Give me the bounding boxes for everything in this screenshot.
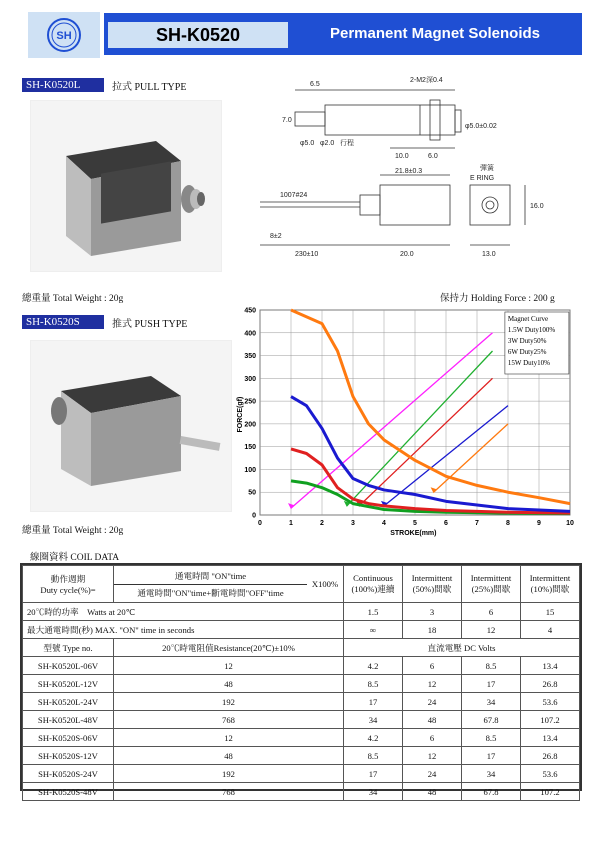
table-cell: 13.4	[521, 657, 580, 675]
x-tick-label: 4	[382, 520, 386, 527]
table-cell: SH-K0520S-48V	[23, 783, 114, 801]
formula-bottom: 通電時間"ON"time+斷電時間"OFF"time	[137, 587, 284, 598]
dim-label: 21.8±0.3	[395, 168, 423, 175]
table-row	[23, 711, 580, 729]
dim-label: 2-M2深0.4	[410, 77, 443, 84]
table-row	[23, 747, 580, 765]
pull-type-label: 拉式 PULL TYPE	[112, 82, 187, 93]
push-weight: 總重量 Total Weight : 20g	[22, 526, 124, 536]
x-tick-label: 10	[566, 520, 574, 527]
model-title: SH-K0520	[108, 22, 288, 48]
power-value: 1.5	[344, 603, 403, 621]
y-tick-label: 300	[244, 375, 256, 383]
magnet-curve-chart	[230, 302, 585, 547]
table-cell: 192	[114, 765, 344, 783]
table-cell: 53.6	[521, 693, 580, 711]
x-tick-label: 6	[444, 520, 448, 527]
coil-data-title: 線圈資料 COIL DATA	[30, 553, 120, 563]
power-value: 15	[521, 603, 580, 621]
table-cell: 107.2	[521, 783, 580, 801]
table-row	[23, 693, 580, 711]
dim-label: 1007#24	[280, 192, 308, 199]
x-tick-label: 2	[320, 520, 324, 527]
table-cell: SH-K0520S-12V	[23, 747, 114, 765]
table-cell: 34	[344, 711, 403, 729]
mode-cell: Continuous (100%)連續	[344, 566, 403, 603]
dim-label: 10.0	[395, 153, 409, 160]
table-cell: 107.2	[521, 711, 580, 729]
resistance-header: 20℃時電阻值Resistance(20℃)±10%	[114, 639, 344, 657]
table-cell: 4.2	[344, 729, 403, 747]
table-row	[23, 657, 580, 675]
maxon-value: 18	[403, 621, 462, 639]
dim-label: 行程	[340, 140, 354, 147]
formula-cell	[114, 566, 344, 603]
table-cell: 768	[114, 783, 344, 801]
table-cell: 26.8	[521, 675, 580, 693]
mode-cell: Intermittent (10%)間歇	[521, 566, 580, 603]
maxon-value: 4	[521, 621, 580, 639]
table-cell: 12	[403, 747, 462, 765]
pull-weight: 總重量 Total Weight : 20g	[22, 294, 124, 304]
y-axis-label: FORCE(gf)	[237, 396, 244, 433]
table-row	[23, 765, 580, 783]
x-tick-label: 7	[475, 520, 479, 527]
legend-item: 1.5W Duty100%	[507, 326, 556, 334]
table-cell: SH-K0520S-06V	[23, 729, 114, 747]
table-cell: 6	[403, 657, 462, 675]
chart-legend	[505, 312, 569, 374]
table-cell: 8.5	[462, 657, 521, 675]
table-row	[23, 675, 580, 693]
table-cell: 8.5	[344, 747, 403, 765]
dim-label: 彈簧	[480, 165, 494, 172]
table-cell: 48	[403, 711, 462, 729]
table-cell: SH-K0520L-24V	[23, 693, 114, 711]
table-cell: 24	[403, 693, 462, 711]
push-type-label: 推式 PUSH TYPE	[112, 319, 188, 330]
x-tick-label: 9	[537, 520, 541, 527]
y-tick-label: 200	[244, 421, 256, 429]
x-tick-label: 8	[506, 520, 510, 527]
power-value: 3	[403, 603, 462, 621]
y-tick-label: 50	[248, 489, 256, 497]
pull-solenoid-photo	[30, 100, 222, 272]
power-label-cell: 20℃時的功率 Watts at 20℃	[23, 603, 344, 621]
company-logo-icon	[28, 12, 100, 58]
dim-label: φ5.0±0.02	[465, 123, 497, 130]
logo-text: SH	[56, 30, 72, 42]
table-cell: 34	[462, 765, 521, 783]
y-tick-label: 400	[244, 330, 256, 338]
table-cell: 53.6	[521, 765, 580, 783]
maxon-value: ∞	[344, 621, 403, 639]
logo-box	[28, 12, 100, 58]
table-cell: 48	[403, 783, 462, 801]
legend-item: 3W Duty50%	[507, 337, 547, 345]
coil-data-table	[22, 565, 580, 801]
dim-label: 16.0	[530, 203, 544, 210]
table-cell: 17	[462, 675, 521, 693]
dim-label: E RING	[470, 175, 495, 182]
table-cell: 13.4	[521, 729, 580, 747]
table-cell: 17	[344, 765, 403, 783]
table-cell: 17	[344, 693, 403, 711]
table-cell: SH-K0520S-24V	[23, 765, 114, 783]
pull-dimension-drawing	[240, 70, 585, 270]
power-value: 6	[462, 603, 521, 621]
table-cell: 12	[114, 729, 344, 747]
dim-label: 230±10	[295, 251, 319, 258]
table-cell: 34	[344, 783, 403, 801]
type-header: 型號 Type no.	[23, 639, 114, 657]
table-row	[23, 729, 580, 747]
table-cell: 768	[114, 711, 344, 729]
volt-header: 直流電壓 DC Volts	[344, 639, 580, 657]
table-cell: 48	[114, 747, 344, 765]
mode-cell: Intermittent (50%)間歇	[403, 566, 462, 603]
pull-type-badge: SH-K0520L	[22, 78, 104, 92]
formula-top: 通電時間 "ON"time	[114, 570, 307, 585]
holding-force: 保持力 Holding Force : 200 g	[440, 294, 555, 304]
table-cell: 26.8	[521, 747, 580, 765]
table-cell: 67.8	[462, 783, 521, 801]
table-cell: 34	[462, 693, 521, 711]
maxon-value: 12	[462, 621, 521, 639]
table-cell: SH-K0520L-06V	[23, 657, 114, 675]
push-type-badge: SH-K0520S	[22, 315, 104, 329]
mode-cell: Intermittent (25%)間歇	[462, 566, 521, 603]
push-solenoid-photo	[30, 340, 232, 512]
x-tick-label: 3	[351, 520, 355, 527]
duty-label-zh: 動作週期	[50, 574, 86, 584]
y-tick-label: 100	[244, 466, 256, 474]
y-tick-label: 150	[244, 444, 256, 452]
x-axis-label: STROKE(mm)	[390, 530, 437, 537]
table-cell: 8.5	[462, 729, 521, 747]
duty-label-en: Duty cycle(%)=	[40, 585, 96, 595]
table-cell: 24	[403, 765, 462, 783]
x-tick-label: 0	[258, 520, 262, 527]
table-cell: 12	[403, 675, 462, 693]
formula-x100: X100%	[311, 579, 339, 589]
legend-title: Magnet Curve	[507, 315, 549, 323]
y-tick-label: 350	[244, 353, 256, 361]
y-tick-label: 450	[244, 307, 256, 315]
table-cell: 192	[114, 693, 344, 711]
table-cell: 17	[462, 747, 521, 765]
maxon-label-cell: 最大通電時間(秒) MAX. "ON" time in seconds	[23, 621, 344, 639]
dim-label: φ2.0	[320, 140, 335, 147]
x-tick-label: 5	[413, 520, 417, 527]
legend-item: 15W Duty10%	[507, 359, 550, 367]
y-tick-label: 250	[244, 398, 256, 406]
dim-label: 6.5	[310, 81, 320, 88]
dim-label: 13.0	[482, 251, 496, 258]
dim-label: 7.0	[282, 117, 292, 124]
duty-label-cell	[23, 566, 114, 603]
product-title: Permanent Magnet Solenoids	[329, 25, 541, 42]
y-tick-label: 0	[252, 512, 256, 520]
table-cell: 48	[114, 675, 344, 693]
legend-item: 6W Duty25%	[507, 348, 547, 356]
table-cell: 12	[114, 657, 344, 675]
table-cell: 6	[403, 729, 462, 747]
x-tick-label: 1	[289, 520, 293, 527]
dim-label: 6.0	[428, 153, 438, 160]
table-cell: 4.2	[344, 657, 403, 675]
dim-label: 8±2	[270, 233, 282, 240]
table-row	[23, 783, 580, 801]
table-cell: 8.5	[344, 675, 403, 693]
table-cell: SH-K0520L-48V	[23, 711, 114, 729]
dim-label: 20.0	[400, 251, 414, 258]
table-cell: SH-K0520L-12V	[23, 675, 114, 693]
table-cell: 67.8	[462, 711, 521, 729]
dim-label: φ5.0	[300, 140, 315, 147]
